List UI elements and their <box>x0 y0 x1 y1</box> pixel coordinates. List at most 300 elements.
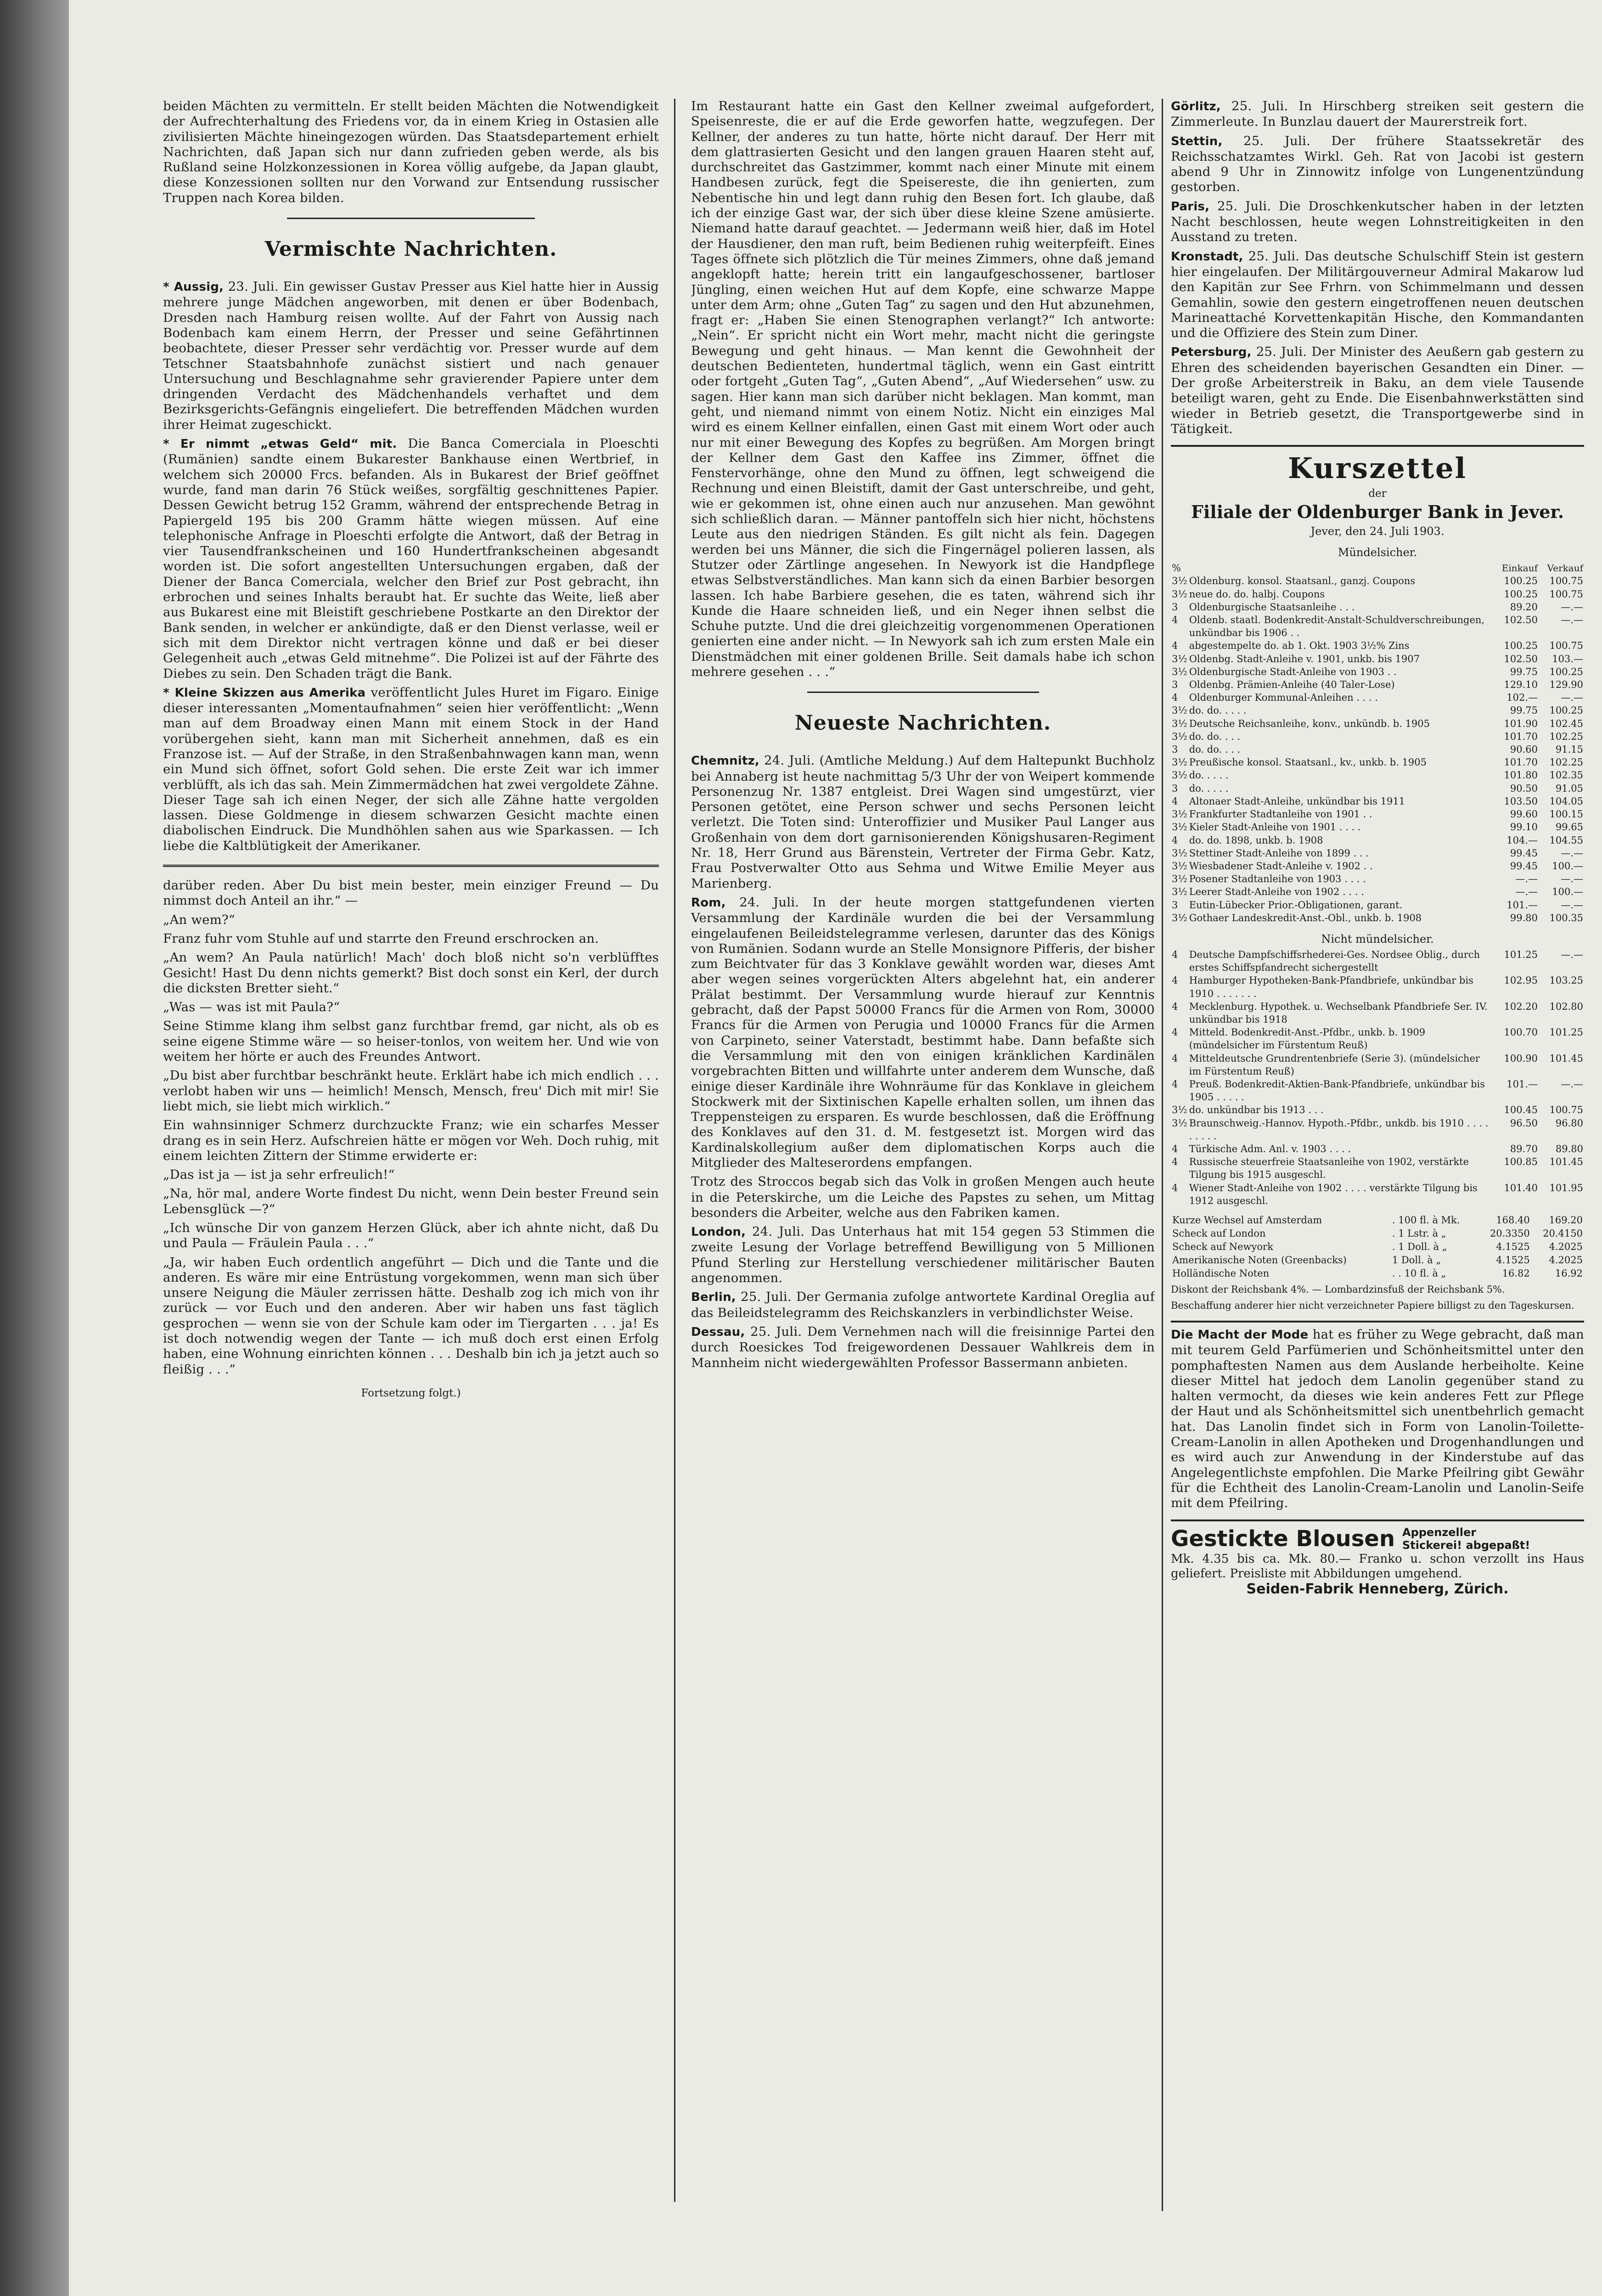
rate: 4 <box>1172 1052 1178 1064</box>
wechsel-unit: 1 Doll. à „ <box>1392 1254 1441 1266</box>
security: Leerer Stadt-Anleihe von 1902 . . . . <box>1189 886 1364 898</box>
security: do. do. . . . <box>1189 744 1241 755</box>
sell-price: 101.45 <box>1549 1156 1583 1168</box>
kurs-row <box>1171 653 1584 665</box>
buy-price: 20.3350 <box>1490 1227 1530 1239</box>
kurs-row <box>1171 912 1584 924</box>
column-middle <box>691 99 1155 2211</box>
kurs-rows <box>1171 948 1584 1207</box>
lanolin-ad <box>1171 1321 1584 1511</box>
buy-price: 102.95 <box>1504 975 1538 986</box>
news-text: 23. Juli. Ein gewisser Gustav Presser aus Kiel hatte hier in Aussig mehrere junge Mädchen angeworben, mit denen er über Bodenbach, Dresden nach Hamburg reisen wollte. Auf der Fahrt von Aussig nach Bodenbach kam einem Herrn, der Presser und seine Gefährtinnen beobachtete, dieser Presser sehr verdächtig vor. Presser wurde auf dem Tetschner Staatsbahnhofe zunächst sistiert und nach genauer Untersuchung und Beschlagnahme sehr gravierender Papiere unter dem dringenden Verdacht des Mädchenhandels verhaftet und dem Bezirksgerichts-Gefängnis eingeliefert. Die betreffenden Mädchen wurden ihrer Heimat zugeschickt. <box>163 279 659 432</box>
kurs-col-buy: Einkauf <box>1501 563 1538 574</box>
kurs-row <box>1171 704 1584 717</box>
rate: 4 <box>1172 640 1178 652</box>
security: do. unkündbar bis 1913 . . . <box>1189 1104 1324 1116</box>
security: Türkische Adm. Anl. v. 1903 . . . . <box>1189 1143 1351 1154</box>
ad-lead: Die Macht der Mode <box>1171 1328 1309 1342</box>
security: Deutsche Reichsanleihe, konv., unkündb. b. 1905 <box>1189 718 1430 729</box>
kurszettel-section <box>1171 445 1584 1312</box>
kurs-row <box>1171 1155 1584 1181</box>
sell-price: —.— <box>1561 692 1583 703</box>
kurs-row <box>1171 691 1584 704</box>
security: Oldenburgische Stadt-Anleihe von 1903 . . <box>1189 666 1397 677</box>
section-heading-vermischte: Vermischte Nachrichten. <box>264 237 557 261</box>
security: Oldenbg. Prämien-Anleihe (40 Taler-Lose) <box>1189 679 1395 691</box>
rate: 4 <box>1172 949 1178 960</box>
rate: 3 <box>1172 782 1178 794</box>
rate: 4 <box>1172 1143 1178 1154</box>
rate: 3 <box>1172 899 1178 911</box>
buy-price: 99.10 <box>1510 822 1538 833</box>
kurs-row <box>1171 665 1584 678</box>
buy-price: 89.70 <box>1510 1143 1538 1154</box>
kurs-row <box>1171 1026 1584 1052</box>
buy-price: 90.50 <box>1510 782 1538 794</box>
sell-price: 103.— <box>1552 653 1583 664</box>
news-lead: Görlitz, <box>1171 100 1221 113</box>
buy-price: 104.— <box>1506 834 1538 846</box>
news-text: 25. Juli. Der Minister des Aeußern gab gestern zu Ehren des scheidenden bayerischen Gesandten ein Diner. — Der große Arbeiterstreik in Baku, an dem viele Tausende beteiligt waren, geht zu Ende. Die Eisenbahnwerkstätten sind wieder in Betrieb gesetzt, die Transportgewerbe sind in Tätigkeit. <box>1171 344 1584 436</box>
buy-price: 99.45 <box>1510 847 1538 859</box>
sell-price: 100.35 <box>1549 912 1583 923</box>
wechsel-label: Kurze Wechsel auf Amsterdam <box>1172 1214 1322 1226</box>
rate: 4 <box>1172 1182 1178 1193</box>
buy-price: —.— <box>1515 873 1538 885</box>
news-lead: Berlin, <box>691 1290 736 1305</box>
kurs-table-muendelsicher <box>1171 562 1584 924</box>
ad-subline: Appenzeller <box>1402 1525 1477 1539</box>
security: Gothaer Landeskredit-Anst.-Obl., unkb. b. 1908 <box>1189 912 1422 923</box>
buy-price: 89.20 <box>1510 601 1538 613</box>
news-item <box>1171 199 1584 245</box>
diskont-note: Diskont der Reichsbank 4%. — Lombardzinsfuß der Reichsbank 5%. <box>1171 1283 1505 1295</box>
buy-price: 103.50 <box>1504 795 1538 807</box>
news-lead: Kronstadt, <box>1171 249 1243 264</box>
news-lead: Rom, <box>691 895 726 910</box>
kurs-row <box>1171 1117 1584 1142</box>
rate: 3½ <box>1172 718 1187 729</box>
sell-price: 16.92 <box>1555 1267 1583 1279</box>
kurs-row <box>1171 730 1584 743</box>
buy-price: 100.25 <box>1504 640 1538 652</box>
news-item <box>691 1324 1155 1371</box>
kurs-row <box>1171 974 1584 1000</box>
buy-price: 102.50 <box>1504 614 1538 626</box>
kurs-row <box>1171 834 1584 847</box>
sell-price: 103.25 <box>1549 975 1583 986</box>
story-paragraph: Ein wahnsinniger Schmerz durchzuckte Franz; wie ein scharfes Messer drang es in sein Herz. Aufschreien hätte er mögen vor Weh. Doch ruhig, mit einem leichten Zittern der Stimme erwiderte er: <box>163 1118 659 1163</box>
sell-price: —.— <box>1561 949 1583 960</box>
buy-price: 99.75 <box>1510 666 1538 677</box>
book-binding-edge <box>0 0 69 2296</box>
rate: 3 <box>1172 679 1178 691</box>
news-item-geld <box>163 436 659 681</box>
kurs-row <box>1171 885 1584 898</box>
rate: 3½ <box>1172 666 1187 677</box>
kurs-row <box>1171 948 1584 974</box>
kurs-row <box>1171 795 1584 808</box>
news-item <box>691 895 1155 1171</box>
buy-price: 101.70 <box>1504 731 1538 742</box>
rate: 4 <box>1172 1078 1178 1090</box>
kurs-row <box>1171 860 1584 872</box>
beschaffung-note: Beschaffung anderer hier nicht verzeichneter Papiere billigst zu den Tageskursen. <box>1171 1300 1574 1311</box>
buy-price: 101.25 <box>1504 949 1538 960</box>
divider <box>287 218 535 219</box>
security: do. do. . . . . <box>1189 705 1247 716</box>
news-item-aussig <box>163 279 659 433</box>
kurs-row <box>1171 639 1584 652</box>
rate: 3½ <box>1172 1117 1187 1129</box>
news-text: 24. Juli. In der heute morgen stattgefundenen vierten Versammlung der Kardinäle wurden die bei der Versammlung eingelaufenen Beileidstelegramme verlesen, darunter das des Königs von Rumänien. Sodann wurde an Stelle Monsignore Pifferis, der bisher zum Beichtvater für das 3 Konklave gewählt worden war, dieses Amt aber wegen seines vorgerückten Alters abgelehnt hat, ein anderer Prälat bestimmt. Der Versammlung wurde hierauf zur Kenntnis gebracht, daß der Papst 50000 Francs für die Armen von Rom, 30000 Francs für die Armen von Perugia und 10000 Francs für die Armen von Carpineto, seiner Vaterstadt, bestimmt habe. Dann befaßte sich die Versammlung mit den von einigen kränklichen Kardinälen vorgebrachten Bitten und willfahrte unter anderem dem Wunsche, daß einige dieser Kardinäle ihre Wohnräume für das Konklave in gleichem Stockwerk mit der Sixtinischen Kapelle erhalten sollen, um ihnen das Treppensteigen zu ersparen. Es wurde beschlossen, daß die Eröffnung des Konklaves auf den 31. d. M. festgesetzt ist. Morgen wird das Kardinalskollegium außer dem diplomatischen Korps auch die Mitglieder des Malteserordens empfangen. <box>691 895 1155 1170</box>
story-paragraph: „Ich wünsche Dir von ganzem Herzen Glück, aber ich ahnte nicht, daß Du und Paula — Fräulein Paula . . .“ <box>163 1221 659 1251</box>
kurs-row <box>1171 743 1584 756</box>
security: Eutin-Lübecker Prior.-Obligationen, garant. <box>1189 899 1403 911</box>
sell-price: —.— <box>1561 614 1583 626</box>
security: Preußische konsol. Staatsanl., kv., unkb. b. 1905 <box>1189 757 1427 768</box>
kurszettel-category: Mündelsicher. <box>1338 546 1417 559</box>
kurszettel-bank-name: Filiale der Oldenburger Bank in Jever. <box>1191 501 1564 523</box>
lanolin-text <box>1171 1327 1584 1511</box>
sell-price: 100.75 <box>1549 640 1583 652</box>
sell-price: 20.4150 <box>1543 1227 1583 1239</box>
sell-price: 101.45 <box>1549 1052 1583 1064</box>
buy-price: 96.50 <box>1510 1117 1538 1129</box>
kurszettel-category: Nicht mündelsicher. <box>1321 932 1434 945</box>
buy-price: 101.— <box>1506 899 1538 911</box>
story-paragraph: „Du bist aber furchtbar beschränkt heute. Erklärt habe ich mich endlich . . . verlobt haben wir uns — heimlich! Mensch, Mensch, freu' Dich mit mir! Sie liebt mich, sie liebt mich wirklich.“ <box>163 1068 659 1114</box>
sell-price: 104.55 <box>1549 834 1583 846</box>
security: Stettiner Stadt-Anleihe von 1899 . . . <box>1189 847 1369 859</box>
wechsel-label: Scheck auf Newyork <box>1172 1241 1273 1252</box>
security: Altonaer Stadt-Anleihe, unkündbar bis 1911 <box>1189 795 1405 807</box>
kurszettel-title: Kurszettel <box>1287 451 1467 485</box>
security: abgestempelte do. ab 1. Okt. 1903 3½% Zins <box>1189 640 1410 652</box>
buy-price: 101.80 <box>1504 770 1538 781</box>
sell-price: 100.— <box>1552 860 1583 872</box>
security: Oldenburg. konsol. Staatsanl., ganzj. Coupons <box>1189 575 1416 587</box>
rate: 4 <box>1172 1156 1178 1168</box>
kurs-row <box>1171 1182 1584 1207</box>
rate: 3½ <box>1172 912 1187 923</box>
wechsel-row <box>1171 1214 1584 1227</box>
security: do. do. . . . <box>1189 731 1241 742</box>
kurs-row <box>1171 808 1584 821</box>
story-paragraph: Seine Stimme klang ihm selbst ganz furchtbar fremd, gar nicht, als ob es seine eigene Stimme wäre — so heiser-tonlos, von weitem her. Und wie von weitem her hörte er auch des Freundes Antwort. <box>163 1019 659 1064</box>
buy-price: 99.80 <box>1510 912 1538 923</box>
rate: 3½ <box>1172 757 1187 768</box>
rate: 4 <box>1172 1001 1178 1012</box>
buy-price: 99.45 <box>1510 860 1538 872</box>
kurs-row <box>1171 601 1584 613</box>
news-item <box>1171 344 1584 437</box>
news-text: 25. Juli. Der Germania zufolge antwortete Kardinal Oreglia auf das Beileidstelegramm des Reichskanzlers in verbindlichster Weise. <box>691 1289 1155 1320</box>
kurs-row <box>1171 1103 1584 1116</box>
kurs-col-sell: Verkauf <box>1547 563 1583 574</box>
kurs-row <box>1171 821 1584 833</box>
news-text: Trotz des Stroccos begab sich das Volk in großen Mengen auch heute in die Peterskirche, um die Leiche des Papstes zu sehen, um Mittag besonders die Arbeiter, welche aus den Fabriken kamen. <box>691 1174 1155 1220</box>
buy-price: 16.82 <box>1502 1267 1530 1279</box>
news-text: 24. Juli. Das Unterhaus hat mit 154 gegen 53 Stimmen die zweite Lesung der Vorlage betreffend Bewilligung von 5 Millionen Pfund Sterling zur Herstellung verschiedener militärischer Bauten angenommen. <box>691 1224 1155 1286</box>
news-text: veröffentlicht Jules Huret im Figaro. Einige dieser interessanten „Momentaufnahmen“ seien hier veröffentlicht: „Wenn man auf dem Broadway einen Mann mit einem Stock in der Hand vorübergehen sieht, kann man mit Sicherheit annehmen, daß es ein Franzose ist. — Auf der Straße, in den Straßenbahnwagen kann man, wenn ein Mund sich öffnet, sofort Gold sehen. Die erste Zeit war ich immer verblüfft, als ich das sah. Mein Zimmermädchen hat zwei vergoldete Zähne. Dieser Tage sah ich einen Neger, der sich alle Zähne hatte vergolden lassen. Diese Goldmenge in diesem schwarzen Gesicht machte einen diabolischen Eindruck. Die Mundhöhlen sahen aus wie Sparkassen. — Ich liebe die Kaltblütigkeit der Amerikaner. <box>163 685 659 853</box>
story-continuation: Im Restaurant hatte ein Gast den Kellner zweimal aufgefordert, Speisenreste, die er auf die Erde geworfen hatte, wegzufegen. Der Kellner, der anderes zu tun hatte, hörte nicht darauf. Der Herr mit dem glattrasierten Gesicht und den langen grauen Haaren steht auf, durchschreitet das Gastzimmer, kommt nach einer Minute mit einem Handbesen zurück, fegt die Speisereste, die ihn genierten, zum Nebentische hin und legt dann ruhig den Besen fort. Ich glaube, daß ich der einzige Gast war, der sich über diese kleine Szene amüsierte. Niemand hatte darauf geachtet. — Jedermann weiß hier, daß im Hotel der Hausdiener, den man ruft, beim Bedienen ruhig weiterpfeift. Eines Tages öffnete sich plötzlich die Tür meines Zimmers, ohne daß jemand angeklopft hatte; herein tritt ein langaufgeschossener, bartloser Jüngling, einen weichen Hut auf dem Kopfe, eine schwarze Mappe unter dem Arm; ohne „Guten Tag“ zu sagen und den Hut abzunehmen, fragt er: „Haben Sie einen Stenographen verlangt?“ Ich antworte: „Nein“. Er spricht nicht ein Wort mehr, macht nicht die geringste Bewegung und geht hinaus. — Man kennt die Gewohnheit der deutschen Bedienteten, hundertmal täglich, wenn ein Gast eintritt oder fortgeht „Guten Tag“, „Guten Abend“, „Auf Wiedersehen“ usw. zu sagen. Hier kann man sich darüber nicht beklagen. Man kommt, man geht, und niemand nimmt von einem Notiz. Nicht ein einziges Mal wird es einem Kellner einfallen, einen Gast mit einem Wort oder auch nur mit einer Bewegung des Kopfes zu begrüßen. Am Morgen bringt der Kellner dem Gast den Kaffee ins Zimmer, öffnet die Fenstervorhänge, ohne den Mund zu öffnen, legt schweigend die Rechnung und einen Bleistift, damit der Gast unterschreibe, und geht, wie er gekommen ist, ohne einen auch nur anzusehen. Man gewöhnt sich schließlich daran. — Männer pantoffeln sich hier nicht, höchstens Leute aus den niedrigen Ständen. Es gilt nicht als fein. Dagegen werden bei uns Männer, die sich die Fingernägel polieren lassen, als Stutzer oder Zärtlinge angesehen. In Newyork ist die Handpflege etwas Selbstverständliches. Man kann sich da einen Barbier besorgen lassen. Ich habe Barbiere gesehen, die es taten, während sich ihr Kunde die Haare schneiden ließ, und ein Neger ihnen selbst die Schuhe putzte. Und die drei gleichzeitig vorgenommenen Operationen genierten eine ander nicht. — In Newyork sah ich zum ersten Male ein Dienstmädchen mit einer goldenen Brille. Seit damals habe ich schon mehrere gesehen . . .“ <box>691 99 1155 679</box>
security: Russische steuerfreie Staatsanleihe von 1902, verstärkte Tilgung bis 1915 ausgeschl. <box>1189 1156 1469 1181</box>
wechsel-row <box>1171 1240 1584 1254</box>
buy-price: 129.10 <box>1504 679 1538 691</box>
ad-subline: Stickerei! abgepaßt! <box>1402 1538 1530 1552</box>
security: Preuß. Bodenkredit-Aktien-Bank-Pfandbriefe, unkündbar bis 1905 . . . . . <box>1189 1078 1485 1103</box>
news-text: 24. Juli. (Amtliche Meldung.) Auf dem Haltepunkt Buchholz bei Annaberg ist heute nachmittag 5/3 Uhr der von Weipert kommende Personenzug Nr. 1387 entgleist. Drei Wagen sind umgestürzt, vier Personen getötet, eine Person schwer und sechs Personen leicht verletzt. Die Toten sind: Unteroffizier und Musiker Paul Langer aus Großenhain von dem dort garnisonierenden Königshusaren-Regiment Nr. 18, Herr Grund aus Bärenstein, Vertreter der Firma Gebr. Katz, Frau Postverwalter Otto aus Sehma und Witwe Emilie Meyer aus Marienberg. <box>691 753 1155 891</box>
security: Mitteldeutsche Grundrentenbriefe (Serie 3). (mündelsicher im Fürstentum Reuß) <box>1189 1052 1480 1077</box>
news-item <box>691 753 1155 891</box>
security: Kieler Stadt-Anleihe von 1901 . . . . <box>1189 822 1361 833</box>
news-lead: * Kleine Skizzen aus Amerika <box>163 686 366 700</box>
wechsel-row <box>1171 1227 1584 1240</box>
story-paragraph: „An wem? An Paula natürlich! Mach' doch bloß nicht so'n verblüfftes Gesicht! Hast Du denn nichts gemerkt? Bist doch sonst ein Kerl, der durch die dicksten Bretter sieht.“ <box>163 950 659 996</box>
story-paragraph: „Ja, wir haben Euch ordentlich angeführt — Dich und die Tante und die anderen. Es wäre mir eine Entrüstung vorgekommen, wenn man sich über unsere Neigung die Mäuler zerrissen hätte. Deshalb zog ich mich von ihr zurück — vor Euch und den anderen. Aber wir haben uns fast täglich gesprochen — wenn sie von der Schule kam oder im Tiergarten . . . ja! Es ist doch notwendig wegen der Tante — ich muß doch erst einen Erfolg haben, eine Wohnung einrichten können . . . Deshalb bin ich ja jetzt auch so fleißig . . .“ <box>163 1255 659 1377</box>
sell-price: 89.80 <box>1555 1143 1583 1154</box>
news-item <box>691 1289 1155 1321</box>
divider <box>807 692 1039 693</box>
sell-price: 101.95 <box>1549 1182 1583 1193</box>
buy-price: 101.90 <box>1504 718 1538 729</box>
kurs-table-nicht-muendelsicher <box>1171 948 1584 1207</box>
news-item <box>1171 99 1584 130</box>
sell-price: 101.25 <box>1549 1027 1583 1038</box>
security: Mitteld. Bodenkredit-Anst.-Pfdbr., unkb. b. 1909 (mündelsicher im Fürstentum Reuß) <box>1189 1027 1426 1051</box>
wechsel-label: Holländische Noten <box>1172 1267 1270 1279</box>
sell-price: 4.2025 <box>1549 1254 1583 1266</box>
buy-price: 101.40 <box>1504 1182 1538 1193</box>
buy-price: 102.— <box>1506 692 1538 703</box>
column-left <box>163 99 659 2193</box>
security: Wiesbadener Stadt-Anleihe v. 1902 . . <box>1189 860 1373 872</box>
security: Hamburger Hypotheken-Bank-Pfandbriefe, unkündbar bis 1910 . . . . . . . <box>1189 975 1473 999</box>
wechsel-label: Scheck auf London <box>1172 1227 1266 1239</box>
kurs-row <box>1171 847 1584 860</box>
rate: 3½ <box>1172 847 1187 859</box>
wechsel-unit: . 1 Doll. à „ <box>1392 1241 1447 1252</box>
rate: 3½ <box>1172 1104 1187 1116</box>
blousen-ad <box>1171 1519 1584 1598</box>
buy-price: 102.20 <box>1504 1001 1538 1012</box>
security: Frankfurter Stadtanleihe von 1901 . . <box>1189 809 1372 820</box>
sell-price: 102.80 <box>1549 1001 1583 1012</box>
ad-body: hat es früher zu Wege gebracht, daß man mit teurem Geld Parfümerien und Schönheitsmittel unter den pomphaftesten Namen aus dem Auslande herbeiholte. Keine dieser Mittel hat jedoch dem Lanolin gegenüber stand zu halten vermocht, da dieses wie kein anderes Fett zur Pflege der Haut und als Schönheitsmittel sich unentbehrlich gemacht hat. Das Lanolin findet sich in Form von Lanolin-Toilette-Cream-Lanolin in allen Apotheken und Drogenhandlungen und es wird auch zur Anwendung in der Kinderstube auf das Angelegentlichste empfohlen. Die Marke Pfeilring gibt Gewähr für die Echtheit des Lanolin-Cream-Lanolin und Lanolin-Seife mit dem Pfeilring. <box>1171 1327 1584 1511</box>
kurs-row <box>1171 588 1584 601</box>
kurszettel-date: Jever, den 24. Juli 1903. <box>1310 525 1445 538</box>
security: neue do. do. halbj. Coupons <box>1189 588 1325 600</box>
rate: 3½ <box>1172 770 1187 781</box>
kurs-row <box>1171 899 1584 912</box>
ad-company: Seiden-Fabrik Henneberg, Zürich. <box>1246 1581 1509 1597</box>
sell-price: 4.2025 <box>1549 1241 1583 1252</box>
kurs-row <box>1171 756 1584 769</box>
buy-price: 168.40 <box>1496 1214 1530 1226</box>
sell-price: 100.— <box>1552 886 1583 898</box>
column-rule <box>1162 99 1163 2211</box>
buy-price: 100.45 <box>1504 1104 1538 1116</box>
news-text: Die Banca Comerciala in Ploeschti (Rumänien) sandte einem Bukarester Bankhause einen Wertbrief, in welchem sich 20000 Frcs. befanden. Als in Bukarest der Brief geöffnet wurde, fand man darin 76 Stück weißes, sorgfältig geschnittenes Papier. Dessen Gewicht betrug 152 Gramm, während der entsprechende Betrag in Papiergeld 195 bis 200 Gramm hätte wiegen müssen. Auf eine telephonische Anfrage in Ploeschti erfolgte die Antwort, daß der Betrag in vier Tausendfrankscheinen und 160 Hundertfrankscheinen abgesandt worden ist. Die sofort angestellten Untersuchungen ergaben, daß der Diener der Banca Comerciala, welcher den Brief zur Post gebracht, ihn erbrochen und seines Inhalts beraubt hat. Er suchte das Weite, ließ aber aus Bukarest eine mit Bleistift geschriebene Postkarte an den Direktor der Bank senden, in welcher er ankündigte, daß er den Dienst verlasse, weil er sich mit dem Direktor nicht vertragen könne und daß er bei dieser Gelegenheit auch „etwas Geld mitnehme“. Die Polizei ist auf der Fährte des Diebes zu sein. Den Schaden trägt die Bank. <box>163 436 659 681</box>
news-text: 25. Juli. Der frühere Staatssekretär des Reichsschatzamtes Wirkl. Geh. Rat von Jacobi ist gestern abend 9 Uhr in Zinnowitz infolge von Lungenentzündung gestorben. <box>1171 133 1584 195</box>
sell-price: 100.25 <box>1549 705 1583 716</box>
buy-price: 100.25 <box>1504 575 1538 587</box>
rate: 3½ <box>1172 731 1187 742</box>
news-item-amerika <box>163 685 659 854</box>
wechsel-label: Amerikanische Noten (Greenbacks) <box>1172 1254 1347 1266</box>
sell-price: 100.15 <box>1549 809 1583 820</box>
feuilleton-story <box>163 878 659 1377</box>
sell-price: —.— <box>1561 873 1583 885</box>
rate: 3½ <box>1172 860 1187 872</box>
sell-price: 99.65 <box>1555 822 1583 833</box>
kurs-row <box>1171 1078 1584 1103</box>
sell-price: —.— <box>1561 601 1583 613</box>
rate: 3 <box>1172 744 1178 755</box>
buy-price: 102.50 <box>1504 653 1538 664</box>
security: Wiener Stadt-Anleihe von 1902 . . . . verstärkte Tilgung bis 1912 ausgeschl. <box>1189 1182 1478 1206</box>
section-heading-neueste: Neueste Nachrichten. <box>794 711 1051 735</box>
rate: 3½ <box>1172 822 1187 833</box>
sell-price: —.— <box>1561 1078 1583 1090</box>
wechsel-table <box>1171 1214 1584 1280</box>
buy-price: 101.— <box>1506 1078 1538 1090</box>
feuilleton-divider <box>163 865 659 867</box>
buy-price: 4.1525 <box>1496 1241 1530 1252</box>
kurs-row <box>1171 782 1584 795</box>
news-lead: Chemnitz, <box>691 754 759 768</box>
buy-price: 4.1525 <box>1496 1254 1530 1266</box>
sell-price: 102.35 <box>1549 770 1583 781</box>
news-lead: Petersburg, <box>1171 345 1252 360</box>
security: Mecklenburg. Hypothek. u. Wechselbank Pfandbriefe Ser. IV. unkündbar bis 1918 <box>1189 1001 1488 1025</box>
rate: 4 <box>1172 1027 1178 1038</box>
news-lead: Paris, <box>1171 199 1210 214</box>
sell-price: 96.80 <box>1555 1117 1583 1129</box>
story-paragraph: Franz fuhr vom Stuhle auf und starrte den Freund erschrocken an. <box>163 931 599 946</box>
sell-price: 104.05 <box>1549 795 1583 807</box>
story-paragraph: darüber reden. Aber Du bist mein bester, mein einziger Freund — Du nimmst doch Anteil an ihr.“ — <box>163 878 659 908</box>
news-text: 25. Juli. Das deutsche Schulschiff Stein ist gestern hier eingelaufen. Der Militärgouverneur Admiral Makarow lud den Kapitän zur See Frhrn. von Schimmelmann und dessen Gemahlin, sowie den gestern eingetroffenen neuen deutschen Marineattaché Korvettenkapitän Hische, den Kommandanten und die Offiziere des Stein zum Diner. <box>1171 248 1584 341</box>
rate: 4 <box>1172 692 1178 703</box>
wechsel-unit: . 100 fl. à Mk. <box>1392 1214 1460 1226</box>
wechsel-unit: . . 10 fl. à „ <box>1392 1267 1446 1279</box>
ad-price-line: Mk. 4.35 bis ca. Mk. 80.— Franko u. schon verzollt ins Haus geliefert. Preisliste mit Abbildungen umgehend. <box>1171 1552 1584 1581</box>
sell-price: 91.05 <box>1555 782 1583 794</box>
newspaper-page <box>69 0 1602 2296</box>
continuation-note: Fortsetzung folgt.) <box>361 1387 461 1399</box>
article-intro: beiden Mächten zu vermitteln. Er stellt beiden Mächten die Notwendigkeit der Aufrechterhaltung des Friedens vor, da in einem Krieg in Ostasien alle zivilisierten Mächte hineingezogen würden. Das Staatsdepartement erhielt Nachrichten, daß Japan sich nur dann zufrieden geben werde, als bis Rußland seine Holzkonzessionen in Korea völlig aufgebe, da Japan glaubt, diese Konzessionen sollten nur den Vorwand zur Entsendung russischer Truppen nach Korea bilden. <box>163 99 659 205</box>
news-lead: Stettin, <box>1171 134 1223 148</box>
news-text: 25. Juli. Die Droschkenkutscher haben in der letzten Nacht beschlossen, heute wegen Lohnstreitigkeiten in den Ausstand zu treten. <box>1171 198 1584 245</box>
kurs-row <box>1171 1052 1584 1078</box>
news-text: 25. Juli. Dem Vernehmen nach will die freisinnige Partei den durch Roesickes Tod freigewordenen Dessauer Wahlkreis dem in Mannheim nicht wiedergewählten Professor Bassermann anbieten. <box>691 1324 1155 1370</box>
buy-price: 90.60 <box>1510 744 1538 755</box>
buy-price: 99.60 <box>1510 809 1538 820</box>
news-lead: * Er nimmt „etwas Geld“ mit. <box>163 437 397 451</box>
buy-price: 100.85 <box>1504 1156 1538 1168</box>
story-paragraph: „Na, hör mal, andere Worte findest Du nicht, wenn Dein bester Freund sein Lebensglück —?“ <box>163 1186 659 1216</box>
rate: 3½ <box>1172 873 1187 885</box>
rate: 3½ <box>1172 705 1187 716</box>
rate: 3½ <box>1172 809 1187 820</box>
kurs-header-row <box>1171 562 1584 574</box>
kurs-row <box>1171 613 1584 639</box>
ad-headline: Gestickte Blousen <box>1171 1525 1395 1552</box>
rate: 4 <box>1172 614 1178 626</box>
rate: 3½ <box>1172 886 1187 898</box>
security: Deutsche Dampfschiffsrhederei-Ges. Nordsee Oblig., durch erstes Schiffspfandrecht sichergestellt <box>1189 949 1480 974</box>
buy-price: 100.90 <box>1504 1052 1538 1064</box>
wechsel-unit: . 1 Lstr. à „ <box>1392 1227 1446 1239</box>
security: Oldenbg. Stadt-Anleihe v. 1901, unkb. bis 1907 <box>1189 653 1420 664</box>
rate: 3 <box>1172 601 1178 613</box>
kurs-col-pct: % <box>1172 563 1181 574</box>
kurszettel-der: der <box>1368 488 1387 500</box>
rate: 3½ <box>1172 588 1187 600</box>
security: do. . . . . <box>1189 782 1229 794</box>
sell-price: —.— <box>1561 847 1583 859</box>
news-lead: Dessau, <box>691 1325 745 1339</box>
kurs-row <box>1171 769 1584 782</box>
kurs-row <box>1171 1142 1584 1155</box>
story-paragraph: „An wem?“ <box>163 912 236 927</box>
security: do. do. 1898, unkb. b. 1908 <box>1189 834 1323 846</box>
security: Posener Stadtanleihe von 1903 . . . . <box>1189 873 1366 885</box>
wechsel-rows <box>1171 1214 1584 1280</box>
sell-price: 100.25 <box>1549 666 1583 677</box>
rate: 4 <box>1172 975 1178 986</box>
kurs-rows <box>1171 574 1584 924</box>
rate: 4 <box>1172 834 1178 846</box>
column-rule <box>674 99 675 2202</box>
sell-price: 100.75 <box>1549 588 1583 600</box>
sell-price: 100.75 <box>1549 1104 1583 1116</box>
sell-price: 102.25 <box>1549 731 1583 742</box>
column-right <box>1171 99 1584 2234</box>
kurs-row <box>1171 678 1584 691</box>
sell-price: 100.75 <box>1549 575 1583 587</box>
story-paragraph: „Das ist ja — ist ja sehr erfreulich!“ <box>163 1167 395 1182</box>
news-text: 25. Juli. In Hirschberg streiken seit gestern die Zimmerleute. In Bunzlau dauert der Maurerstreik fort. <box>1171 99 1584 129</box>
kurs-row <box>1171 574 1584 587</box>
security: Oldenb. staatl. Bodenkredit-Anstalt-Schuldverschreibungen, unkündbar bis 1906 . . <box>1189 614 1485 639</box>
buy-price: —.— <box>1515 886 1538 898</box>
sell-price: 129.90 <box>1549 679 1583 691</box>
news-lead: * Aussig, <box>163 280 224 294</box>
buy-price: 99.75 <box>1510 705 1538 716</box>
sell-price: 169.20 <box>1549 1214 1583 1226</box>
sell-price: 91.15 <box>1555 744 1583 755</box>
story-paragraph: „Was — was ist mit Paula?“ <box>163 1000 340 1015</box>
rate: 3½ <box>1172 575 1187 587</box>
news-item <box>1171 134 1584 195</box>
buy-price: 101.70 <box>1504 757 1538 768</box>
buy-price: 100.70 <box>1504 1027 1538 1038</box>
kurs-row <box>1171 717 1584 730</box>
kurs-row <box>1171 1000 1584 1026</box>
security: Oldenburgische Staatsanleihe . . . <box>1189 601 1355 613</box>
news-item <box>691 1174 1155 1221</box>
security: do. . . . . <box>1189 770 1229 781</box>
buy-price: 100.25 <box>1504 588 1538 600</box>
news-item <box>691 1224 1155 1286</box>
wechsel-row <box>1171 1267 1584 1280</box>
sell-price: 102.45 <box>1549 718 1583 729</box>
news-item <box>1171 249 1584 341</box>
sell-price: 102.25 <box>1549 757 1583 768</box>
